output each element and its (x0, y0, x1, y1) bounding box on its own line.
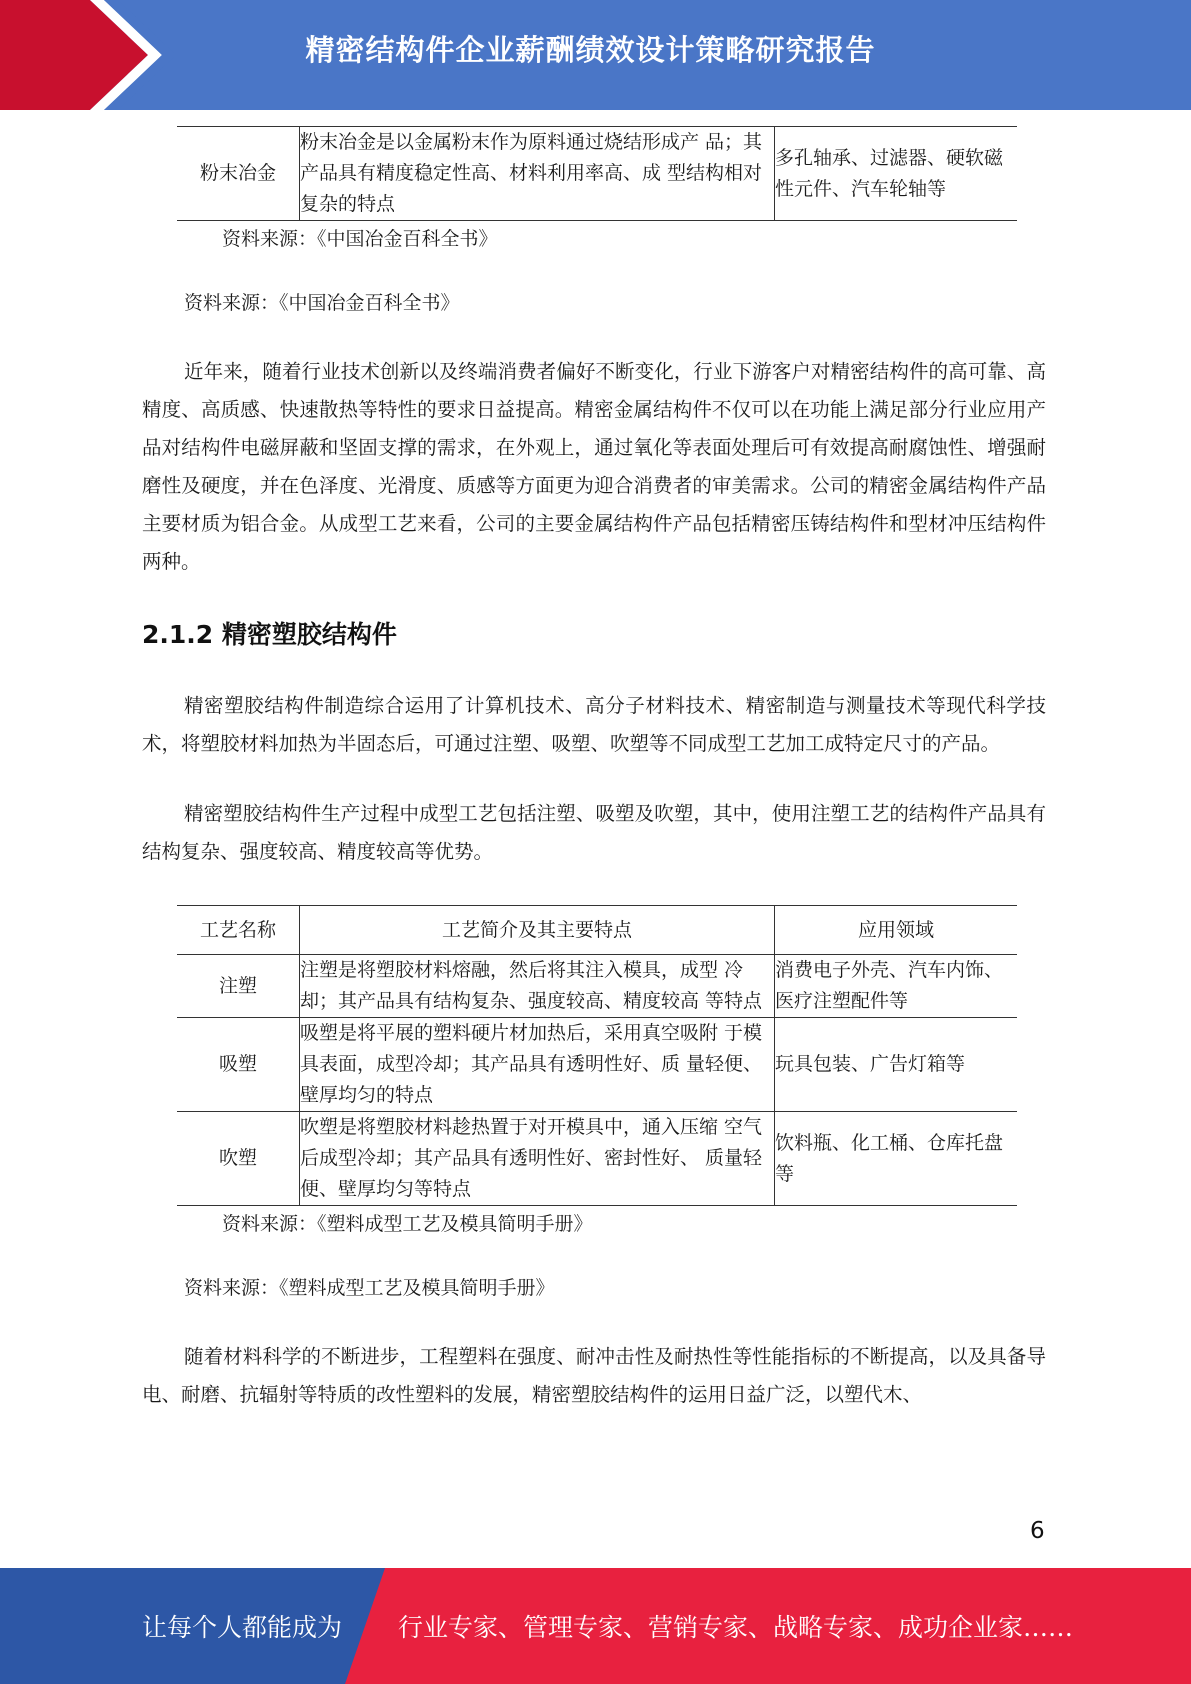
footer-slogan-left: 让每个人都能成为 (142, 1613, 343, 1642)
source-note: 资料来源：《中国冶金百科全书》 (184, 292, 460, 314)
process-name-cell: 粉末冶金 (177, 127, 300, 221)
process-desc-cell: 注塑是将塑胶材料熔融，然后将其注入模具，成型 冷却；其产品具有结构复杂、强度较高、精度较高 等特点 (300, 955, 775, 1018)
process-name-cell: 注塑 (177, 955, 300, 1018)
table-row (177, 127, 1017, 221)
section-heading: 2.1.2 精密塑胶结构件 (142, 620, 397, 649)
paragraph: 精密塑胶结构件制造综合运用了计算机技术、高分子材料技术、精密制造与测量技术等现代科学技术，将塑胶材料加热为半固态后，可通过注塑、吸塑、吹塑等不同成型工艺加工成特定尺寸的产品。 (142, 694, 1046, 755)
page-header (0, 0, 1191, 110)
process-name-cell: 吸塑 (177, 1018, 300, 1112)
footer-slogan-right: 行业专家、管理专家、营销专家、战略专家、成功企业家…… (398, 1613, 1074, 1642)
process-desc-cell: 吹塑是将塑胶材料趁热置于对开模具中，通入压缩 空气后成型冷却；其产品具有透明性好、密封性好、 质量轻便、壁厚均匀等特点 (300, 1112, 775, 1206)
page-number: 6 (1030, 1518, 1045, 1544)
table-header-row (177, 906, 1017, 955)
table-source-caption: 资料来源：《中国冶金百科全书》 (222, 228, 498, 250)
column-header: 工艺名称 (177, 906, 300, 955)
column-header: 应用领域 (775, 906, 1018, 955)
page-footer (0, 1568, 1191, 1684)
plastic-process-table (177, 905, 1017, 1206)
paragraph: 随着材料科学的不断进步，工程塑料在强度、耐冲击性及耐热性等性能指标的不断提高，以及具备导电、耐磨、抗辐射等特质的改性塑料的发展，精密塑胶结构件的运用日益广泛，以塑代木、 (142, 1345, 1046, 1406)
source-note: 资料来源：《塑料成型工艺及模具简明手册》 (184, 1277, 555, 1299)
table-row (177, 1018, 1017, 1112)
process-app-cell: 多孔轴承、过滤器、硬软磁性元件、汽车轮轴等 (775, 127, 1018, 221)
process-app-cell: 玩具包装、广告灯箱等 (775, 1018, 1018, 1112)
process-app-cell: 饮料瓶、化工桶、仓库托盘等 (775, 1112, 1018, 1206)
process-name-cell: 吹塑 (177, 1112, 300, 1206)
paragraph: 近年来，随着行业技术创新以及终端消费者偏好不断变化，行业下游客户对精密结构件的高可靠、高精度、高质感、快速散热等特性的要求日益提高。精密金属结构件不仅可以在功能上满足部分行业应用产品对结构件电磁屏蔽和坚固支撑的需求，在外观上，通过氧化等表面处理后可有效提高耐腐蚀性、增强耐磨性及硬度，并在色泽度、光滑度、质感等方面更为迎合消费者的审美需求。公司的精密金属结构件产品主要材质为铝合金。从成型工艺来看，公司的主要金属结构件产品包括精密压铸结构件和型材冲压结构件两种。 (142, 360, 1046, 573)
table-row (177, 955, 1017, 1018)
table-source-caption: 资料来源：《塑料成型工艺及模具简明手册》 (222, 1213, 593, 1235)
report-title: 精密结构件企业薪酬绩效设计策略研究报告 (305, 33, 876, 67)
table-row (177, 1112, 1017, 1206)
page-content (142, 126, 1046, 1414)
process-app-cell: 消费电子外壳、汽车内饰、医疗注塑配件等 (775, 955, 1018, 1018)
paragraph: 精密塑胶结构件生产过程中成型工艺包括注塑、吸塑及吹塑，其中，使用注塑工艺的结构件产品具有结构复杂、强度较高、精度较高等优势。 (142, 802, 1046, 863)
process-desc-cell: 吸塑是将平展的塑料硬片材加热后，采用真空吸附 于模具表面，成型冷却；其产品具有透明性好、质 量轻便、壁厚均匀的特点 (300, 1018, 775, 1112)
column-header: 工艺简介及其主要特点 (300, 906, 775, 955)
metal-process-table (177, 126, 1017, 221)
process-desc-cell: 粉末冶金是以金属粉末作为原料通过烧结形成产 品；其产品具有精度稳定性高、材料利用率高、成 型结构相对复杂的特点 (300, 127, 775, 221)
